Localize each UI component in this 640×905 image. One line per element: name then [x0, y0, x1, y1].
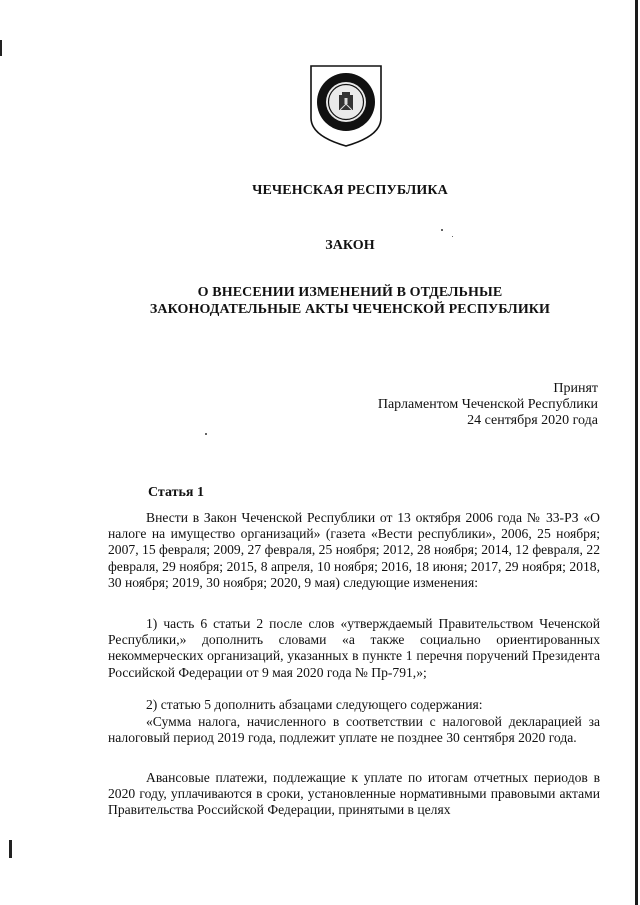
- article-paragraph: [108, 616, 600, 681]
- scan-mark: [0, 40, 2, 56]
- scan-speck: [205, 433, 207, 435]
- adopted-label: Принят: [553, 381, 598, 396]
- paragraph-text: Внести в Закон Чеченской Республики от 13 октября 2006 года № 33-РЗ «О налоге на имущество организаций» (газета «Вести республики», 2006, 25 ноября; 2007, 15 февраля; 2009, 27 февраля, 25 ноября; 2012, 28 ноября; 2014, 12 февраля, 22 февраля, 29 ноября; 2015, 8 апреля, 10 ноября; 2016, 18 июня; 2017, 29 ноября; 2018, 30 ноября; 2019, 30 ноября; 2020, 9 мая) следующие изменения:: [108, 510, 600, 590]
- scan-border: [635, 0, 638, 905]
- paragraph-text: «Сумма налога, начисленного в соответствии с налоговой декларацией за налоговый период 2019 года, подлежит уплате не позднее 30 сентября 2020 года.: [108, 714, 600, 746]
- article-paragraph: [108, 697, 600, 713]
- article-heading: Статья 1: [148, 485, 204, 500]
- scan-mark: [9, 840, 12, 858]
- coat-of-arms-icon: [307, 64, 385, 148]
- adopted-date: 24 сентября 2020 года: [467, 413, 598, 428]
- article-paragraph: [108, 714, 600, 746]
- law-title-line-1: О ВНЕСЕНИИ ИЗМЕНЕНИЙ В ОТДЕЛЬНЫЕ: [197, 285, 503, 300]
- paragraph-text: Авансовые платежи, подлежащие к уплате по итогам отчетных периодов в 2020 году, уплачиваются в сроки, установленные нормативными правовыми актами Правительства Российской Федерации, принятыми в целях: [108, 770, 600, 818]
- law-title-line-2: ЗАКОНОДАТЕЛЬНЫЕ АКТЫ ЧЕЧЕНСКОЙ РЕСПУБЛИКИ: [149, 302, 551, 317]
- article-paragraph: [108, 510, 600, 591]
- adopted-by: Парламентом Чеченской Республики: [377, 397, 598, 412]
- paragraph-text: 2) статью 5 дополнить абзацами следующего содержания:: [146, 697, 483, 712]
- article-paragraph: [108, 770, 600, 819]
- law-heading: ЗАКОН: [325, 238, 375, 253]
- scan-speck: [441, 229, 443, 231]
- republic-heading: ЧЕЧЕНСКАЯ РЕСПУБЛИКА: [252, 183, 448, 198]
- scan-speck: [452, 236, 453, 237]
- paragraph-text: 1) часть 6 статьи 2 после слов «утверждаемый Правительством Чеченской Республики,» дополнить словами «а также социально ориентированных некоммерческих организаций, указанных в пункте 1 перечня поручений Президента Российской Федерации от 9 мая 2020 года № Пр-791,»;: [108, 616, 600, 680]
